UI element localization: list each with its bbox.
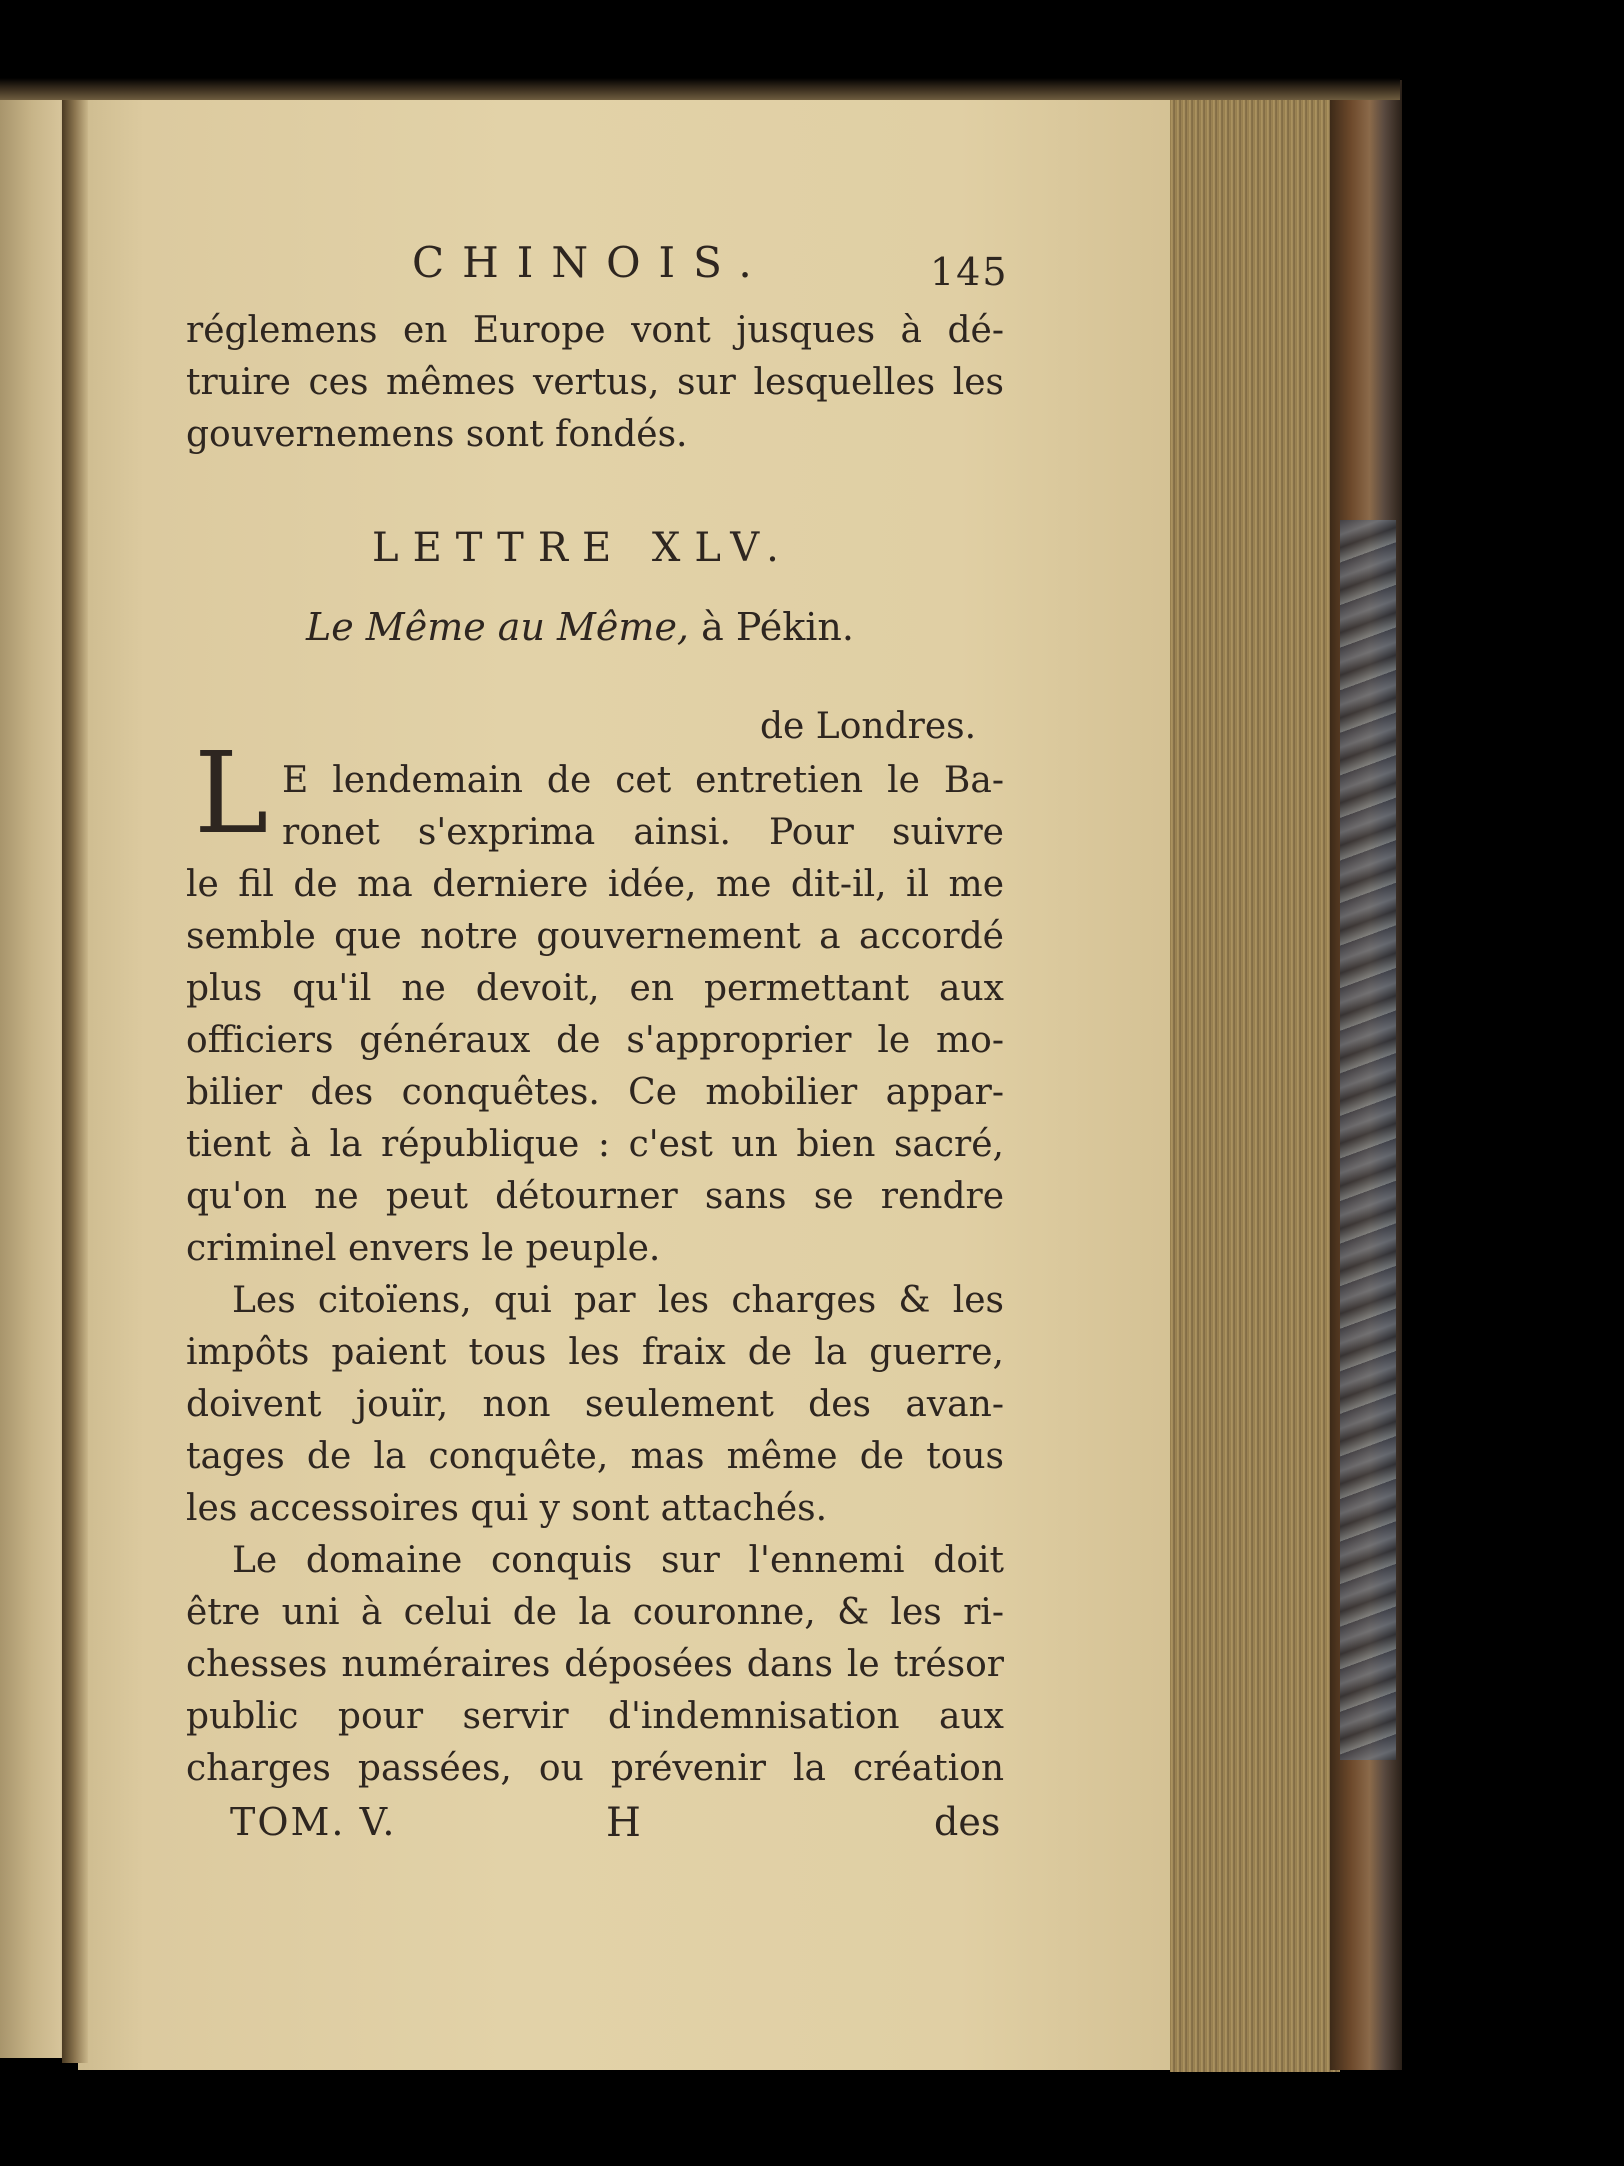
text-line: charges passées, ou prévenir la création [186, 1748, 1004, 1789]
signature-mark: H [606, 1800, 641, 1846]
text-line: bilier des conquêtes. Ce mobilier appar- [186, 1072, 1004, 1113]
catchword: des [934, 1800, 1001, 1844]
book-top-edge [0, 78, 1400, 100]
text-line: réglemens en Europe vont jusques à dé- [186, 310, 1004, 351]
running-head-title: CHINOIS. [412, 238, 770, 287]
letter-subheading-italic: Le Même au Même, [306, 605, 690, 649]
letter-heading: LETTRE XLV. [372, 525, 793, 571]
drop-cap: L [194, 729, 269, 859]
text-line: Le domaine conquis sur l'ennemi doit [232, 1540, 1004, 1581]
text-line: qu'on ne peut détourner sans se rendre [186, 1176, 1004, 1217]
text-line: chesses numéraires déposées dans le trésor [186, 1644, 1004, 1685]
letter-subheading [306, 605, 854, 649]
volume-label: TOM. V. [230, 1800, 397, 1844]
text-line: doivent jouïr, non seulement des avan- [186, 1384, 1004, 1425]
text-line: le fil de ma derniere idée, me dit-il, il me [186, 864, 1004, 905]
text-line: semble que notre gouvernement a accordé [186, 916, 1004, 957]
text-line: tages de la conquête, mas même de tous [186, 1436, 1004, 1477]
book-gutter [62, 88, 88, 2063]
text-line: plus qu'il ne devoit, en permettant aux [186, 968, 1004, 1009]
text-line: officiers généraux de s'approprier le mo- [186, 1020, 1004, 1061]
letter-subheading-roman: à Pékin. [701, 605, 854, 649]
text-line: gouvernemens sont fondés. [186, 414, 688, 455]
text-line: truire ces mêmes vertus, sur lesquelles les [186, 362, 1004, 403]
text-line: tient à la république : c'est un bien sacré, [186, 1124, 1004, 1165]
page-number: 145 [930, 250, 1009, 294]
text-line: criminel envers le peuple. [186, 1228, 661, 1269]
text-line: impôts paient tous les fraix de la guerre, [186, 1332, 1004, 1373]
text-line: être uni à celui de la couronne, & les ri- [186, 1592, 1004, 1633]
letter-place: de Londres. [760, 706, 977, 747]
text-line: les accessoires qui y sont attachés. [186, 1488, 828, 1529]
text-line: E lendemain de cet entretien le Ba- [282, 760, 1004, 801]
marbled-cover-paper [1340, 520, 1396, 1760]
text-line: public pour servir d'indemnisation aux [186, 1696, 1004, 1737]
page-block-edges [1170, 92, 1340, 2072]
text-line: Les citoïens, qui par les charges & les [232, 1280, 1004, 1321]
text-line: ronet s'exprima ainsi. Pour suivre [282, 812, 1004, 853]
